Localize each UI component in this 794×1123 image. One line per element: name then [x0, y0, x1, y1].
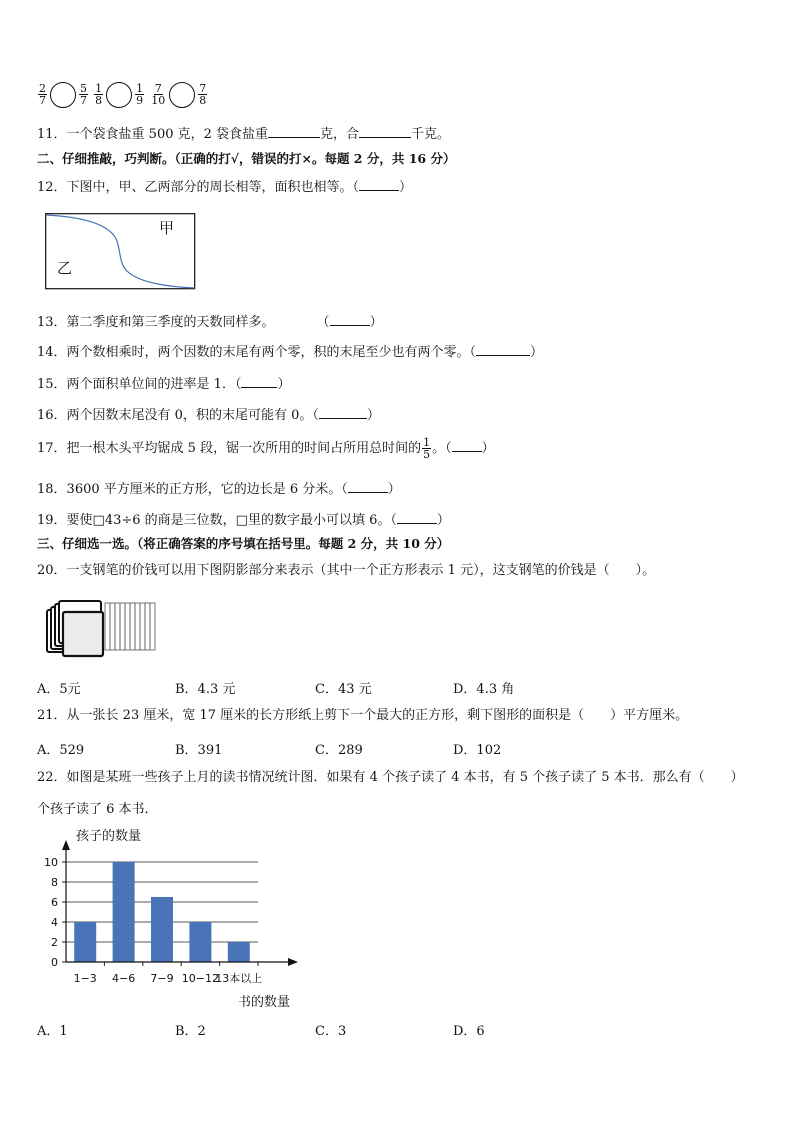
fraction: $\frac{1}{8}$ — [95, 82, 103, 107]
y-axis-title: 孩子的数量 — [76, 829, 142, 844]
answer-blank[interactable] — [319, 406, 367, 419]
y-tick-label: 10 — [44, 856, 58, 869]
answer-blank[interactable] — [476, 343, 530, 356]
y-axis-arrow — [62, 840, 70, 850]
question-13: 13．第二季度和第三季度的天数同样多。 （ ） — [37, 315, 383, 330]
q21-option-c[interactable]: C．289 — [315, 743, 363, 758]
y-tick-label: 0 — [51, 956, 58, 969]
reading-bar-chart — [30, 822, 320, 1014]
q10-row — [37, 80, 208, 110]
answer-blank[interactable] — [330, 313, 370, 326]
question-19: 19．要使□43÷6 的商是三位数，□里的数字最小可以填 6。（ ） — [37, 513, 450, 528]
y-tick-label: 2 — [51, 936, 58, 949]
question-22-line2: 个孩子读了 6 本书． — [37, 802, 158, 817]
question-14: 14．两个数相乘时，两个因数的末尾有两个零，积的末尾至少也有两个零。（ ） — [37, 345, 544, 360]
answer-blank[interactable] — [241, 375, 277, 388]
x-tick-label: 13本以上 — [215, 972, 263, 985]
fraction: $\frac{1}{9}$ — [136, 82, 144, 107]
answer-blank[interactable] — [359, 125, 411, 138]
strips — [105, 603, 155, 650]
answer-blank[interactable] — [452, 439, 482, 452]
q21-option-d[interactable]: D．102 — [453, 743, 502, 758]
x-tick-label: 7−9 — [150, 972, 174, 985]
x-tick-label: 4−6 — [111, 972, 136, 985]
answer-blank[interactable] — [348, 480, 388, 493]
question-15: 15．两个面积单位间的进率是 1．（ ） — [37, 377, 291, 392]
label-jia: 甲 — [159, 219, 175, 237]
bar — [74, 922, 96, 962]
q20-option-d[interactable]: D．4.3 角 — [453, 682, 515, 697]
question-17: 17．把一根木头平均锯成 5 段，锯一次所用的时间占所用总时间的 $\frac{1}{5}$ 。（ ） — [37, 436, 495, 461]
question-22-line1: 22．如图是某班一些孩子上月的读书情况统计图．如果有 4 个孩子读了 4 本书，有 5 个孩子读了 5 本书．那么有（ ） — [37, 770, 744, 785]
fraction: $\frac{7}{8}$ — [199, 82, 207, 107]
answer-blank[interactable] — [397, 511, 437, 524]
question-21: 21．从一张长 23 厘米，宽 17 厘米的长方形纸上剪下一个最大的正方形，剩下图形的面积是（ ）平方厘米。 — [37, 708, 689, 723]
q20-option-c[interactable]: C．43 元 — [315, 682, 372, 697]
section-3-heading: 三、仔细选一选。（将正确答案的序号填在括号里。每题 2 分，共 10 分） — [37, 536, 450, 551]
x-axis-arrow — [288, 958, 298, 966]
answer-blank[interactable] — [359, 178, 399, 191]
question-18: 18．3600 平方厘米的正方形，它的边长是 6 分米。（ ） — [37, 482, 401, 497]
q22-option-c[interactable]: C．3 — [315, 1024, 347, 1039]
y-tick-label: 4 — [51, 916, 58, 929]
compare-circle-1[interactable] — [50, 82, 76, 108]
x-tick-label: 1−3 — [73, 972, 97, 985]
bar — [228, 942, 250, 962]
q22-option-a[interactable]: A．1 — [37, 1024, 68, 1039]
section-2-heading: 二、仔细推敲，巧判断。（正确的打√，错误的打×。每题 2 分，共 16 分） — [37, 151, 456, 166]
q21-option-a[interactable]: A．529 — [37, 743, 85, 758]
x-axis-title: 书的数量 — [238, 995, 291, 1010]
fraction: $\frac{5}{7}$ — [80, 82, 87, 107]
q21-option-b[interactable]: B．391 — [175, 743, 223, 758]
y-tick-label: 8 — [51, 876, 58, 889]
answer-blank[interactable] — [268, 125, 320, 138]
fraction: $\frac{7}{10}$ — [151, 82, 166, 107]
compare-circle-3[interactable] — [169, 82, 195, 108]
question-16: 16．两个因数末尾没有 0，积的末尾可能有 0。（ ） — [37, 408, 380, 423]
label-yi: 乙 — [57, 259, 73, 277]
y-tick-label: 6 — [51, 896, 58, 909]
bar — [189, 922, 211, 962]
q22-option-b[interactable]: B．2 — [175, 1024, 206, 1039]
question-20: 20．一支钢笔的价钱可以用下图阴影部分来表示（其中一个正方形表示 1 元），这支钢笔的价钱是（ ）。 — [37, 563, 656, 578]
q20-figure — [45, 600, 160, 662]
bar — [151, 897, 173, 962]
fraction: $\frac{2}{7}$ — [39, 82, 46, 107]
bar — [113, 862, 135, 962]
fraction: $\frac{1}{5}$ — [423, 436, 431, 461]
question-12: 12．下图中，甲、乙两部分的周长相等，面积也相等。（ ） — [37, 180, 413, 195]
question-11: 11．一个袋食盐重 500 克，2 袋食盐重 克，合 千克。 — [37, 127, 451, 142]
stacked-squares — [47, 601, 103, 656]
compare-circle-2[interactable] — [106, 82, 132, 108]
q22-option-d[interactable]: D．6 — [453, 1024, 485, 1039]
x-tick-label: 10−12 — [181, 972, 220, 985]
q20-option-b[interactable]: B．4.3 元 — [175, 682, 236, 697]
q12-figure — [45, 213, 197, 291]
q20-option-a[interactable]: A．5元 — [37, 682, 81, 697]
